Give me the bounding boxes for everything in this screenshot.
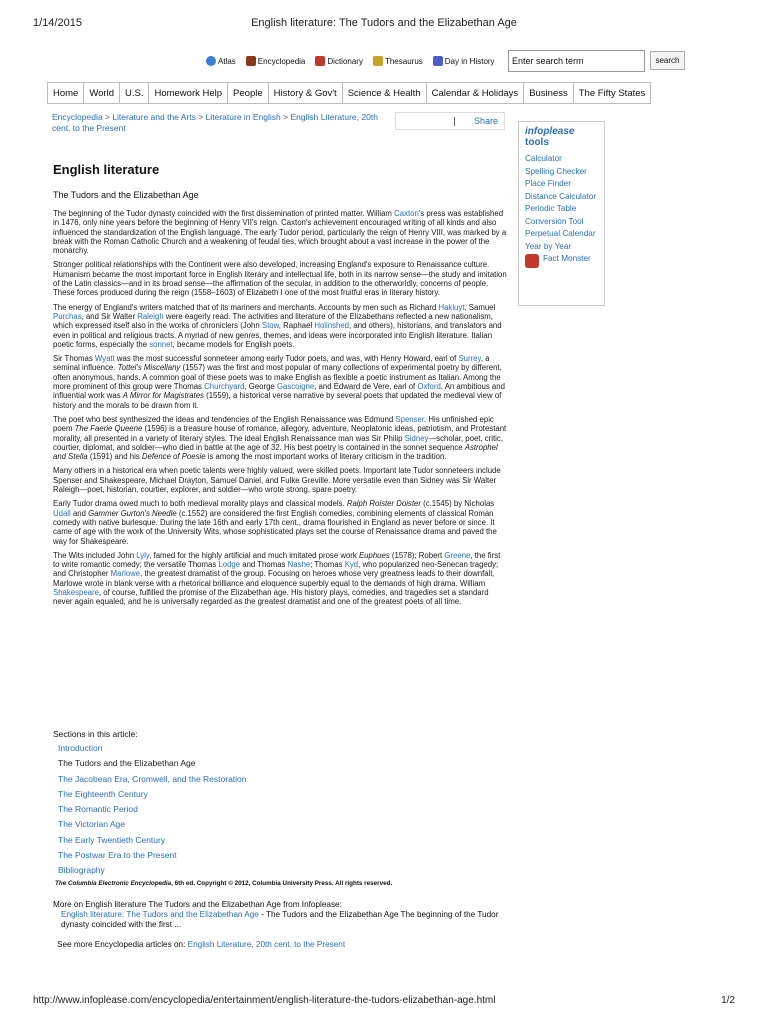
text-run: (c.1552) are considered the first English comedies, combining elements of classical Roman comedy with native burlesque. During the late 16th and early 17th cent., drama flourished in England as never before or since. It came of age with the work of the University Wits, whose sophisticated plays set the course of Renaissance drama and paved the way for Shakespeare.	[53, 508, 497, 546]
inline-link[interactable]: Oxford	[417, 382, 441, 392]
inline-link[interactable]: Gascoigne	[276, 382, 315, 392]
copyright-notice: The Columbia Electronic Encyclopedia, 6th ed. Copyright © 2012, Columbia University Press. All rights reserved.	[55, 880, 393, 887]
text-run: , George	[244, 382, 277, 392]
text-run: and Thomas	[240, 560, 288, 570]
nav-fifty-states[interactable]: The Fifty States	[574, 83, 652, 103]
article-subtitle: The Tudors and the Elizabethan Age	[53, 190, 199, 200]
text-run: Early Tudor drama owed much to both medieval morality plays and classical models.	[53, 499, 347, 509]
text-run: , the first to write romantic comedy; the versatile Thomas	[53, 550, 501, 570]
text-run: , famed for the highly artificial and much imitated prose work	[149, 550, 359, 560]
text-run: , the greatest dramatist of the group. Focusing on heroes whose very greatness leads to their downfall, Marlowe wrote in blank verse with a rhetorical brilliance and eloquence superbly equal to the demands of high drama. William	[53, 569, 495, 588]
text-run: The Wits included John	[53, 550, 137, 560]
breadcrumb-separator: >	[198, 112, 204, 122]
dictionary-icon	[315, 56, 325, 66]
inline-link[interactable]: Lyly	[136, 550, 150, 560]
breadcrumb-encyclopedia[interactable]: Encyclopedia	[52, 112, 103, 122]
text-run: (1596) is a treasure house of romance, allegory, adventure, Neoplatonic ideas, patriotism, and Protestant morality, all presented in a variety of literary styles. The ideal English Renaissance man was Sir Philip	[53, 424, 507, 443]
italic-title: The Faerie Queene	[74, 424, 143, 434]
inline-link[interactable]: Holinshed	[314, 321, 350, 331]
search-input[interactable]	[508, 50, 645, 72]
tool-fact-monster[interactable]: Fact Monster	[525, 254, 598, 268]
print-date: 1/14/2015	[33, 17, 82, 29]
more-on-topic	[53, 900, 513, 930]
main-nav	[47, 82, 651, 104]
nav-world[interactable]: World	[84, 83, 120, 103]
dictionary-link[interactable]: Dictionary	[315, 56, 363, 66]
more-article-link[interactable]: English literature: The Tudors and the Elizabethan Age	[61, 910, 259, 919]
tool-calculator[interactable]: Calculator	[525, 154, 562, 163]
sections-heading: Sections in this article:	[53, 729, 138, 739]
paragraph	[53, 303, 508, 349]
text-run: , became models for English poets.	[172, 339, 295, 349]
inline-link[interactable]: Lodge	[218, 560, 241, 570]
inline-link[interactable]: Udall	[53, 508, 71, 518]
nav-home[interactable]: Home	[47, 83, 84, 103]
text-run: (1559), a historical verse narrative by several poets that updated the medieval view of history and the morals to be drawn from it.	[53, 391, 502, 410]
paragraph	[53, 260, 508, 297]
more-heading: More on English literature The Tudors and the Elizabethan Age from Infoplease:	[53, 900, 342, 909]
thesaurus-link[interactable]: Thesaurus	[373, 56, 423, 66]
breadcrumb-literature-english[interactable]: Literature in English	[205, 112, 281, 122]
share-divider	[454, 117, 455, 126]
text-run: , Raphael	[278, 321, 315, 331]
more-desc: - The Tudors and the Elizabethan Age The beginning of the Tudor dynasty coincided with the first ...	[61, 910, 499, 929]
text-run: and	[70, 508, 89, 518]
nav-science-health[interactable]: Science & Health	[343, 83, 427, 103]
text-run: Sir Thomas	[53, 354, 95, 364]
breadcrumb-literature-arts[interactable]: Literature and the Arts	[112, 112, 196, 122]
nav-homework-help[interactable]: Homework Help	[149, 83, 228, 103]
tool-conversion-tool[interactable]: Conversion Tool	[525, 216, 584, 226]
italic-title: Defence of Poesie	[141, 452, 206, 462]
text-run: were eagerly read. The activities and literature of the Elizabethans reflected a new nationalism, which expressed itself also in the works of chroniclers (John	[53, 311, 493, 331]
text-run: , who popularized neo-Senecan tragedy; and Christopher	[53, 560, 499, 579]
share-button[interactable]: Share	[474, 116, 499, 126]
section-link[interactable]: The Postwar Era to the Present	[58, 850, 177, 861]
text-run: . An ambitious and influential work was	[53, 382, 505, 401]
nav-history-govt[interactable]: History & Gov't	[269, 83, 343, 103]
text-run: (1578); Robert	[389, 550, 445, 560]
nav-us[interactable]: U.S.	[120, 83, 149, 103]
text-run: The poet who best synthesized the ideas and tendencies of the English Renaissance was Edmund	[53, 414, 396, 424]
paragraph	[53, 415, 508, 461]
inline-link[interactable]: Stow	[261, 321, 279, 331]
text-run: . His unfinished epic poem	[53, 414, 494, 434]
text-run: The energy of England's writers matched that of its mariners and merchants. Accounts by men such as Richard	[53, 302, 439, 312]
inline-link[interactable]: Churchyard	[204, 382, 245, 392]
tool-distance-calculator[interactable]: Distance Calculator	[525, 191, 596, 201]
paragraph	[53, 209, 508, 255]
paragraph	[53, 499, 508, 545]
inline-link[interactable]: Sidney	[404, 433, 429, 443]
inline-link[interactable]: Greene	[444, 550, 471, 560]
print-title: English literature: The Tudors and the Elizabethan Age	[251, 17, 517, 29]
italic-title: Tottel's Miscellany	[117, 363, 181, 373]
section-link[interactable]: The Eighteenth Century	[58, 788, 148, 799]
utility-links	[206, 56, 495, 66]
article-title: English literature	[53, 162, 160, 177]
print-page-number: 1/2	[721, 995, 735, 1006]
thesaurus-icon	[373, 56, 383, 66]
section-link[interactable]: The Romantic Period	[58, 804, 138, 815]
italic-title: Euphues	[358, 550, 390, 560]
text-run: Many others in a historical era when poetic talents were highly valued, were skilled poets. Important late Tudor sonneteers include Spenser and Shakespeare, Michael Drayton, Samuel Daniel, and Fulke Greville. More versatile even than Sidney was Sir Walter Raleigh—poet, historian, courtier, explorer, and soldier—who wrote strong, spare poetry.	[53, 466, 501, 495]
inline-link[interactable]: Raleigh	[137, 311, 164, 321]
breadcrumb-separator: >	[283, 112, 289, 122]
breadcrumb-english-literature-20th[interactable]: English Literature, 20th cent. to the Present	[52, 112, 378, 133]
infoplease-tools-panel	[518, 121, 605, 306]
text-run: The beginning of the Tudor dynasty coincided with the first dissemination of printed matter. William	[53, 209, 395, 218]
section-link: The Tudors and the Elizabethan Age	[58, 758, 196, 769]
paragraph	[53, 466, 508, 494]
nav-business[interactable]: Business	[524, 83, 574, 103]
breadcrumb-separator: >	[104, 112, 110, 122]
text-run: , Samuel	[464, 302, 496, 312]
article-body	[53, 209, 508, 612]
text-run: , and Sir Walter	[81, 311, 138, 321]
nav-people[interactable]: People	[228, 83, 269, 103]
encyclopedia-link[interactable]: Encyclopedia	[246, 56, 306, 66]
tool-year-by-year[interactable]: Year by Year	[525, 241, 572, 251]
inline-link[interactable]: Purchas	[53, 311, 82, 321]
text-run: 's press was established in 1476, only nine years before the beginning of Henry VII's reign. Caxton's achievement encouraged writing of all kinds and also influenced the standardization of the English language. The early Tudor period, particularly the reign of Henry VIII, was marked by a break with the Roman Catholic Church and a weakening of feudal ties, which brought about a vast increase in the power of the monarchy.	[53, 209, 507, 256]
text-run: (1557) was the first and most popular of many collections of experimental poetry by different, often anonymous, hands. A common goal of these poets was to make English as flexible a poetic instrument as Italian. Among the more prominent of this group were Thomas	[53, 363, 502, 392]
globe-icon	[206, 56, 216, 66]
text-run: , and Edward de Vere, earl of	[314, 382, 418, 392]
text-run: , and others), historians, and translators and even in political and religious tracts. A myriad of new genres, themes, and ideas were incorporated into English literature. Italian poetic forms, especially the	[53, 321, 502, 349]
section-link[interactable]: The Victorian Age	[58, 819, 125, 830]
share-box	[395, 112, 505, 130]
text-run: ; Thomas	[310, 560, 345, 570]
tool-place-finder[interactable]: Place Finder	[525, 179, 571, 188]
italic-title: Ralph Roister Doister	[346, 499, 421, 509]
section-link[interactable]: Introduction	[58, 743, 103, 753]
day-in-history-link[interactable]: Day in History	[433, 56, 495, 66]
print-url: http://www.infoplease.com/encyclopedia/entertainment/english-literature-the-tudors-elizabethan-age.html	[33, 995, 496, 1006]
inline-link[interactable]: Hakluyt	[438, 302, 465, 312]
text-run: (c.1545) by Nicholas	[420, 499, 495, 509]
fact-monster-icon	[525, 254, 539, 268]
tool-perpetual-calendar[interactable]: Perpetual Calendar	[525, 229, 596, 238]
nav-calendar-holidays[interactable]: Calendar & Holidays	[427, 83, 525, 103]
inline-link[interactable]: Spenser	[395, 414, 425, 424]
inline-link[interactable]: Surrey	[458, 354, 481, 364]
inline-link[interactable]: sonnet	[149, 339, 173, 349]
text-run: , of course, fulfilled the promise of the Elizabethan age. His history plays, comedies, and tragedies set a standard never again equaled, and he is universally regarded as the greatest dramatist and one of the greatest poets of all time.	[53, 587, 489, 607]
tool-periodic-table[interactable]: Periodic Table	[525, 204, 577, 213]
inline-link[interactable]: Nashe	[287, 560, 311, 570]
text-run: (1591) and his	[87, 452, 142, 462]
inline-link[interactable]: Marlowe	[110, 569, 141, 579]
text-run: is among the most important works of literary criticism in the tradition.	[205, 452, 447, 462]
see-more-link[interactable]: English Literature, 20th cent. to the Present	[187, 940, 346, 949]
inline-link[interactable]: Kyd	[344, 560, 359, 570]
text-run: Stronger political relationships with the Continent were also developed, increasing England's exposure to Renaissance culture. Humanism became the most important force in English literary and intellectual life, both in its narrow sense—the study and imitation of the Latin classics—and in its broad sense—the affirmation of the secular, in addition to the otherworldly, concerns of people. These forces produced during the reign (1558–1603) of Elizabeth I one of the most fruitful eras in literary history.	[53, 260, 507, 298]
text-run: , a seminal influence.	[53, 354, 490, 373]
calendar-icon	[433, 56, 443, 66]
see-more: See more Encyclopedia articles on: English Literature, 20th cent. to the Present	[57, 940, 346, 949]
text-run: —scholar, poet, critic, courtier, diplomat, and soldier—who died in battle at the age of 32. His best poetry is contained in the sonnet sequence	[53, 433, 503, 452]
breadcrumb	[52, 112, 387, 134]
text-run: was the most successful sonneteer among early Tudor poets, and was, with Henry Howard, earl of	[114, 354, 459, 364]
tools-title: infoplease tools	[525, 126, 575, 148]
italic-title: A Mirror for Magistrates	[122, 391, 204, 401]
more-item	[61, 910, 513, 930]
inline-link[interactable]: Shakespeare	[53, 587, 99, 597]
inline-link[interactable]: Wyatt	[94, 354, 115, 364]
italic-title: Gammer Gurton's Needle	[88, 508, 177, 518]
search-button[interactable]: search	[650, 51, 685, 70]
paragraph	[53, 354, 508, 410]
tool-spelling-checker[interactable]: Spelling Checker	[525, 166, 587, 176]
atlas-link[interactable]: Atlas	[206, 56, 236, 66]
section-link[interactable]: The Early Twentieth Century	[58, 834, 166, 845]
sections-list	[53, 729, 247, 879]
paragraph	[53, 551, 508, 607]
inline-link[interactable]: Caxton	[394, 209, 419, 218]
section-link[interactable]: Bibliography	[58, 865, 105, 876]
italic-title: Astrophel and Stella	[53, 442, 498, 462]
section-link[interactable]: The Jacobean Era, Cromwell, and the Restoration	[58, 773, 247, 784]
book-icon	[246, 56, 256, 66]
